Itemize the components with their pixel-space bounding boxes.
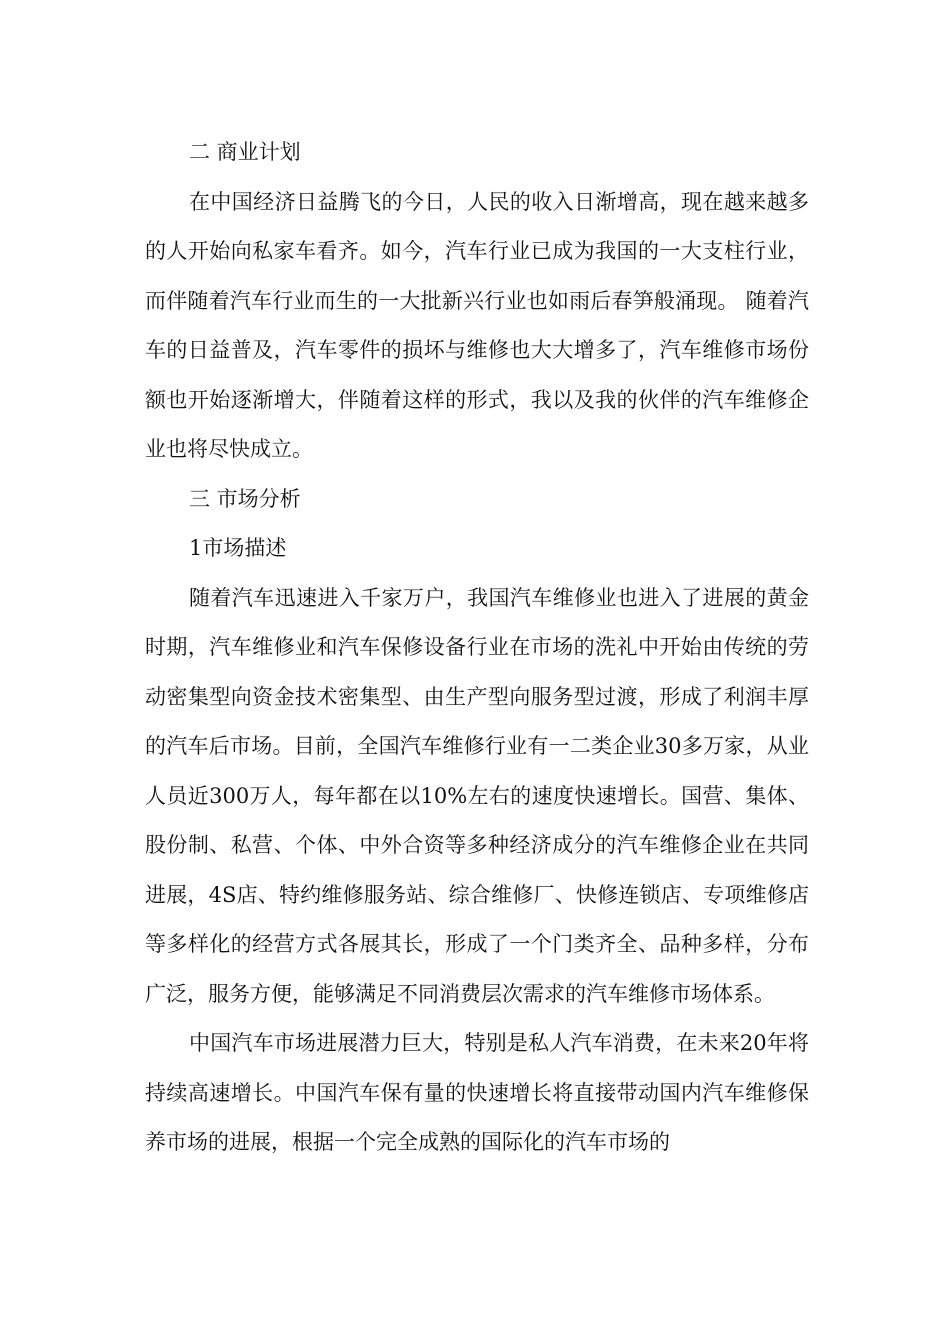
paragraph-business-plan: 在中国经济日益腾飞的今日，人民的收入日渐增高，现在越来越多的人开始向私家车看齐。如今，汽车行业已成为我国的一大支柱行业，而伴随着汽车行业而生的一大批新兴行业也如雨后春笋般涌现。 随着汽车的日益普及，汽车零件的损坏与维修也大大增多了，汽车维修市场份额也开始逐渐增大，伴随着这样的形式，我以及我的伙伴的汽车维修企业也将尽快成立。 — [145, 189, 809, 461]
paragraph-market-description: 随着汽车迅速进入千家万户，我国汽车维修业也进入了进展的黄金时期，汽车维修业和汽车保修设备行业在市场的洗礼中开始由传统的劳动密集型向资金技术密集型、由生产型向服务型过渡，形成了利润丰厚的汽车后市场。目前，全国汽车维修行业有一二类企业30多万家，从业人员近300万人，每年都在以10%左右的速度快速增长。国营、集体、股份制、私营、个体、中外合资等多种经济成分的汽车维修企业在共同进展，4S店、特约维修服务站、综合维修厂、快修连锁店、专项维修店等多样化的经营方式各展其长，形成了一个门类齐全、品种多样，分布广泛，服务方便，能够满足不同消费层次需求的汽车维修市场体系。 — [145, 585, 809, 1006]
document-body — [145, 128, 809, 1168]
paragraph-market-potential: 中国汽车市场进展潜力巨大，特别是私人汽车消费，在未来20年将持续高速增长。中国汽车保有量的快速增长将直接带动国内汽车维修保养市场的进展，根据一个完全成熟的国际化的汽车市场的 — [145, 1031, 809, 1154]
section-heading-market-analysis: 三 市场分析 — [189, 486, 301, 511]
section-heading-business-plan: 二 商业计划 — [189, 140, 301, 164]
subsection-heading-market-description: 1市场描述 — [189, 536, 287, 560]
